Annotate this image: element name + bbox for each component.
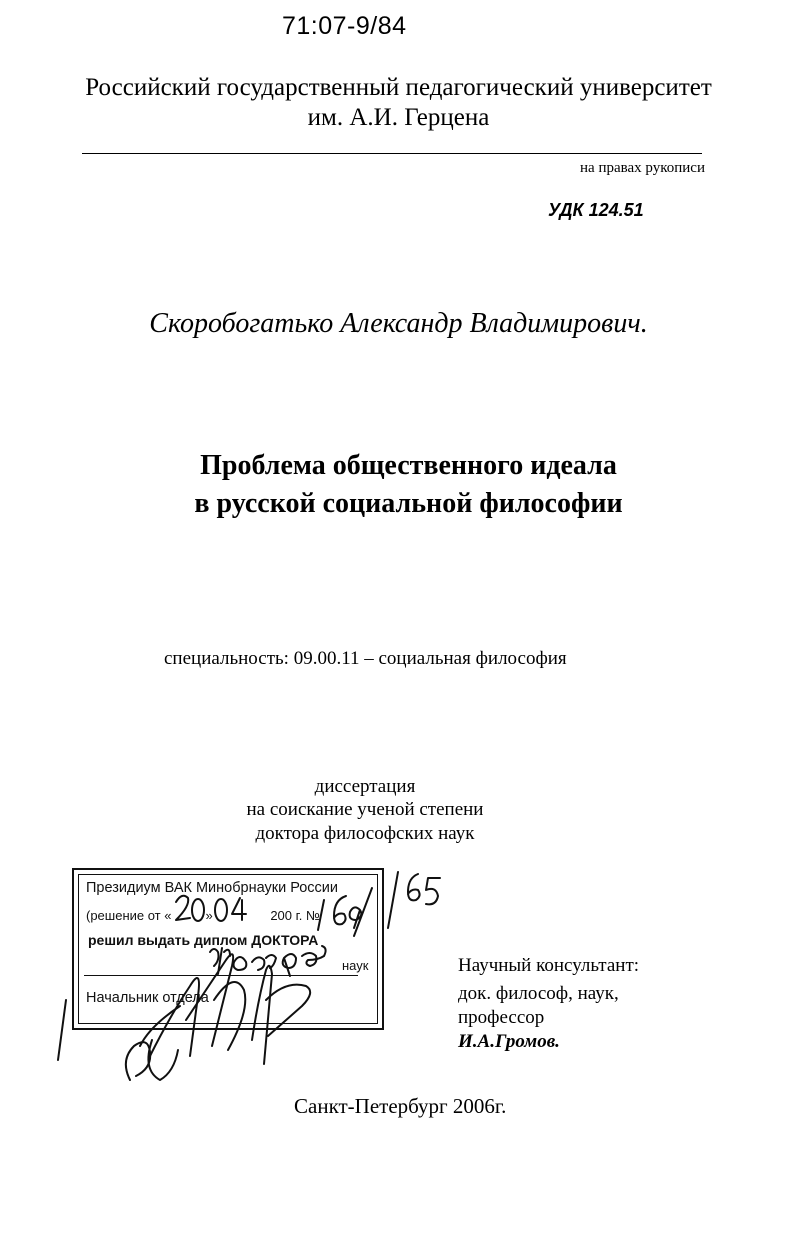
stamp-line-diploma: решил выдать диплом ДОКТОРА	[88, 932, 319, 948]
author-name: Скоробогатько Александр Владимирович.	[149, 308, 648, 339]
stamp-line-sciences: наук	[342, 958, 369, 973]
consultant-label: Научный консультант:	[458, 955, 640, 976]
consultant-degree: док. философ, наук,	[458, 983, 619, 1004]
specialty-line: специальность: 09.00.11 – социальная философия	[164, 648, 567, 669]
dissertation-label: диссертация	[314, 776, 416, 797]
university-name-line2: им. А.И. Герцена	[307, 104, 490, 131]
stamp-decision-year: 200	[270, 908, 293, 923]
university-name-line1: Российский государственный педагогический университет	[85, 74, 712, 101]
stamp-decision-suffix: г. №	[292, 908, 320, 923]
thesis-title-line2: в русской социальной философии	[194, 488, 623, 519]
stamp-decision-prefix: (решение от «	[86, 908, 172, 923]
stamp-line-head: Начальник отдела	[86, 990, 209, 1006]
city-year: Санкт-Петербург 2006г.	[294, 1094, 507, 1118]
consultant-name: И.А.Громов.	[458, 1031, 560, 1052]
handwritten-field	[210, 946, 326, 976]
degree-field-line: доктора философских наук	[255, 823, 475, 844]
udk-code: УДК 124.51	[548, 200, 644, 220]
consultant-title: профессор	[458, 1007, 545, 1028]
stamp-line-presidium: Президиум ВАК Минобрнауки России	[86, 880, 339, 896]
stamp-decision-middle: »	[205, 908, 217, 923]
manuscript-rights-note: на правах рукописи	[580, 160, 705, 176]
handwritten-day	[176, 896, 204, 921]
handwritten-month	[215, 898, 246, 921]
signature-scribble	[58, 954, 310, 1080]
thesis-title-line1: Проблема общественного идеала	[200, 450, 617, 481]
archive-code: 71:07-9/84	[282, 12, 407, 40]
degree-line: на соискание ученой степени	[246, 799, 484, 820]
handwritten-number	[318, 872, 440, 936]
